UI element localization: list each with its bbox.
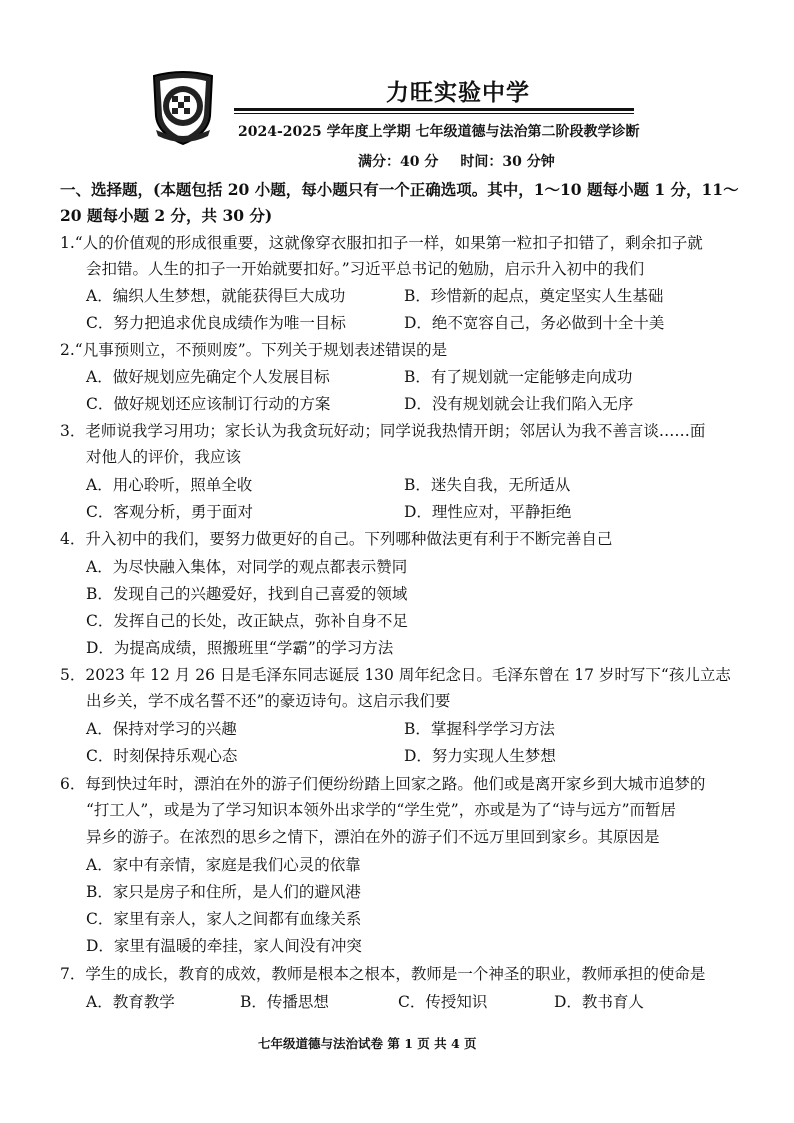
question-5-option-a: A．保持对学习的兴趣 xyxy=(86,720,237,738)
question-5-line-1: 5．2023 年 12 月 26 日是毛泽东同志诞辰 130 周年纪念日。毛泽东曾在 17 岁时写下“孩儿立志 xyxy=(60,666,731,684)
question-2-option-a: A．做好规划应先确定个人发展目标 xyxy=(86,368,330,386)
school-name: 力旺实验中学 xyxy=(386,79,530,106)
question-4-option-d: D．为提高成绩，照搬班里“学霸”的学习方法 xyxy=(86,639,394,657)
question-6-option-b: B．家只是房子和住所，是人们的避风港 xyxy=(86,883,361,901)
question-5-option-d: D．努力实现人生梦想 xyxy=(404,747,556,765)
question-6-option-c: C．家里有亲人，家人之间都有血缘关系 xyxy=(86,910,362,928)
full-score: 满分：40 分 xyxy=(358,154,439,170)
question-1-line-1: 1.“人的价值观的形成很重要，这就像穿衣服扣扣子一样，如果第一粒扣子扣错了，剩余扣子就 xyxy=(60,234,703,252)
question-4-option-c: C．发挥自己的长处，改正缺点，弥补自身不足 xyxy=(86,612,408,630)
question-1-option-a: A．编织人生梦想，就能获得巨大成功 xyxy=(86,287,346,305)
question-7-option-c: C．传授知识 xyxy=(398,993,488,1011)
question-3-option-b: B．迷失自我，无所适从 xyxy=(404,476,571,494)
question-2-option-b: B．有了规划就一定能够走向成功 xyxy=(404,368,633,386)
question-7-option-a: A．教育教学 xyxy=(86,993,175,1011)
question-5-line-2: 出乡关，学不成名誓不还”的豪迈诗句。这启示我们要 xyxy=(86,692,451,710)
page-footer: 七年级道德与法治试卷 第 1 页 共 4 页 xyxy=(258,1036,477,1051)
question-7-line-1: 7．学生的成长，教育的成效，教师是根本之根本，教师是一个神圣的职业，教师承担的使命是 xyxy=(60,965,706,983)
question-3-line-1: 3．老师说我学习用功；家长认为我贪玩好动；同学说我热情开朗；邻居认为我不善言谈……面 xyxy=(60,422,706,440)
question-5-option-b: B．掌握科学学习方法 xyxy=(404,720,555,738)
header-rule xyxy=(234,108,634,111)
question-1-line-2: 会扣错。人生的扣子一开始就要扣好。”习近平总书记的勉励，启示升入初中的我们 xyxy=(86,260,645,278)
question-3-option-c: C．客观分析，勇于面对 xyxy=(86,503,253,521)
question-6-option-d: D．家里有温暖的牵挂，家人间没有冲突 xyxy=(86,937,362,955)
section-heading-line-2: 20 题每小题 2 分，共 30 分) xyxy=(60,206,273,225)
question-6-line-1: 6．每到快过年时，漂泊在外的游子们便纷纷踏上回家之路。他们或是离开家乡到大城市追梦的 xyxy=(60,775,706,793)
question-1-option-c: C．努力把追求优良成绩作为唯一目标 xyxy=(86,314,346,332)
question-2-option-d: D．没有规划就会让我们陷入无序 xyxy=(404,395,634,413)
score-time-line xyxy=(358,151,555,171)
question-7-option-b: B．传播思想 xyxy=(240,993,329,1011)
school-emblem-icon xyxy=(150,70,216,146)
question-6-option-a: A．家中有亲情，家庭是我们心灵的依靠 xyxy=(86,856,361,874)
question-5-option-c: C．时刻保持乐观心态 xyxy=(86,747,238,765)
header-rule-thin xyxy=(234,113,634,114)
question-3-line-2: 对他人的评价，我应该 xyxy=(86,448,242,466)
exam-title: 2024-2025 学年度上学期 七年级道德与法治第二阶段教学诊断 xyxy=(238,124,640,140)
question-2-option-c: C．做好规划还应该制订行动的方案 xyxy=(86,395,331,413)
question-2-line-1: 2.“凡事预则立，不预则废”。下列关于规划表述错误的是 xyxy=(60,341,448,359)
question-1-option-b: B．珍惜新的起点，奠定坚实人生基础 xyxy=(404,287,664,305)
question-4-option-b: B．发现自己的兴趣爱好，找到自己喜爱的领域 xyxy=(86,585,408,603)
question-6-line-2: “打工人”，或是为了学习知识本领外出求学的“学生党”，亦或是为了“诗与远方”而暂居 xyxy=(86,801,677,819)
question-4-line-1: 4．升入初中的我们，要努力做更好的自己。下列哪种做法更有利于不断完善自己 xyxy=(60,530,613,548)
question-4-option-a: A．为尽快融入集体，对同学的观点都表示赞同 xyxy=(86,558,408,576)
question-3-option-d: D．理性应对，平静拒绝 xyxy=(404,503,572,521)
question-7-option-d: D．教书育人 xyxy=(554,993,644,1011)
question-1-option-d: D．绝不宽容自己，务必做到十全十美 xyxy=(404,314,665,332)
question-6-line-3: 异乡的游子。在浓烈的思乡之情下，漂泊在外的游子们不远万里回到家乡。其原因是 xyxy=(86,828,660,846)
question-3-option-a: A．用心聆听，照单全收 xyxy=(86,476,253,494)
section-heading-line-1: 一、选择题，(本题包括 20 小题，每小题只有一个正确选项。其中，1～10 题每小题 1 分，11～ xyxy=(60,180,739,199)
time-limit: 时间：30 分钟 xyxy=(460,154,555,170)
